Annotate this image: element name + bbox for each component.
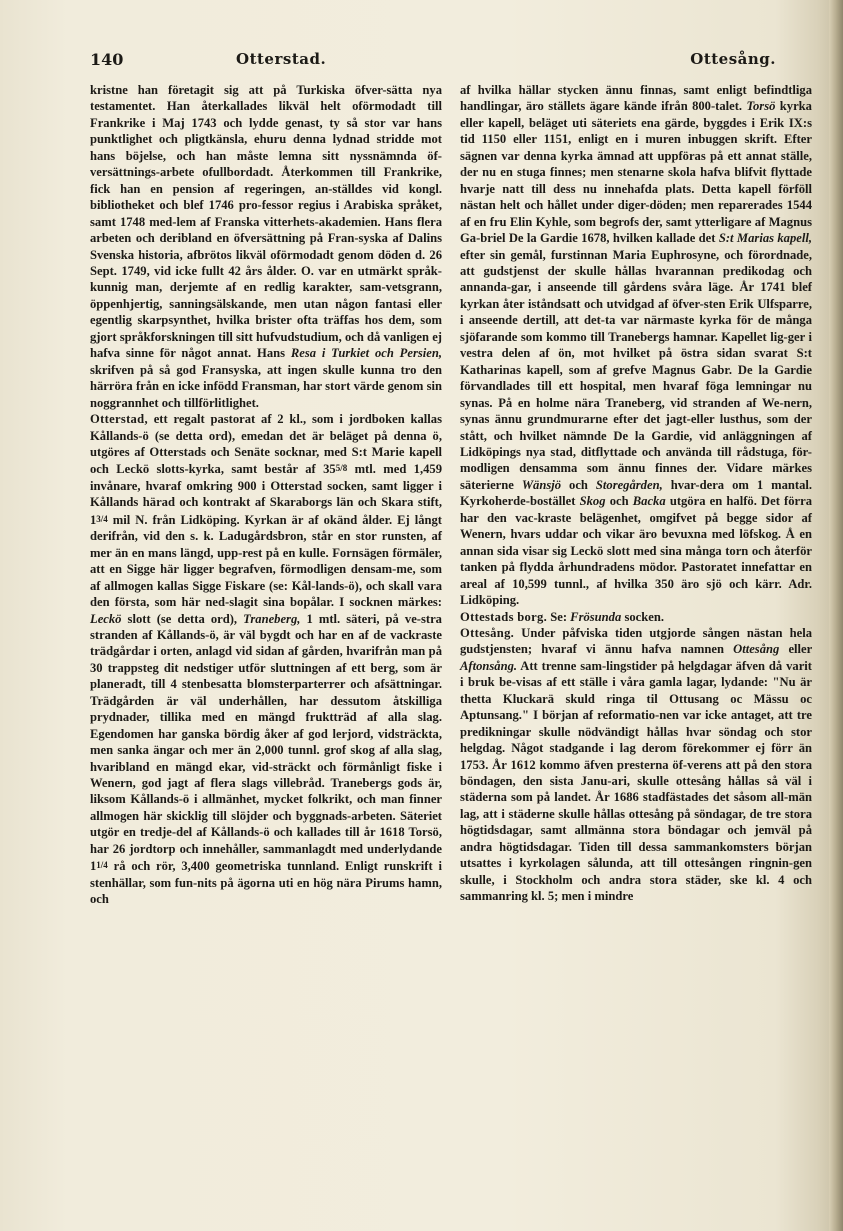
entry-headword: Ottestads borg.: [460, 609, 548, 624]
place-name: S:t Marias kapell,: [718, 231, 813, 246]
entry-otterstad: Otterstad, ett regalt pastorat af 2 kl., som i jordboken kallas Kållands-ö (se detta ord), emedan det är beläget på denna ö, utgöres af Otterstads och Senäte socknar, med S:t Marie kapell och Leckö slotts-kyrka, samt består af 355/8 mtl. med 1,459 invånare, hvaraf omkring 900 i Otterstad socken, samt ligger i Kållands härad och kontrakt af Skaraborgs län och Skara stift, 13/4 mil N. från Lidköping. Kyrkan är af okänd ålder. Ej långt derifrån, vid den s. k. Ladugårdsbron, står en stor runsten, af mer än en mans längd, upp-rest på en kulle. Fornsägen förmäler, att en Sigge här ligger begrafven, förmodligen densam-me, som af allmogen kallas Sigge Fiskare (se: Kål-lands-ö), och skall vara den första, som här ned-slagit sina bopålar. I socknen märkes: Leckö slott (se detta ord), Traneberg, 1 mtl. säteri, på ve-stra stranden af Kållands-ö, är väl bygdt och har en af de vackraste trädgårdar i orten, anlagd vid sidan af gården, hvarifrån man på 30 trappsteg dit nedstiger utför sluttningen af ett berg, som är planeradt, till 4 stenbesatta blomsterparterrer och afsättningar. Trädgården är väl underhållen, har dessutom åtskilliga prydnader, tillika med en mängd fruktträd af alla slag. Egendomen har ganska bördig åker af god lerjord, vidsträckta, men sanka ängar och mer än 2,000 tunnl. grof skog af alla slag, hvaribland en mängd ekar, vid-sträckt och förmånligt fiske i Wenern, god jagt af flera slags villebråd. Tranebergs gods är, liksom Kållands-ö i allmänhet, mycket folkrikt, och man finner allmogen här skicklig till slöjder och byggnads-arbeten. Säteriet utgör en tredje-del af Kållands-ö och kallades till år 1618 Torsö, har 26 jordtorp och innehåller, sammanlagdt med underlydande 11/4 rå och rör, 3,400 geometriska tunnland. Enligt runskrift i stenhällar, som fun-nits på ägorna uti en hög nära Pirums hamn, och: [90, 412, 443, 907]
place-name: Traneberg,: [243, 611, 301, 626]
term: Ottesång: [733, 642, 780, 657]
right-column: [460, 82, 812, 905]
fraction: 3/4: [96, 513, 108, 524]
left-headword: Otterstad.: [236, 50, 327, 68]
place-name: Skog: [579, 494, 606, 509]
page-number: 140: [90, 50, 124, 69]
place-name: Backa: [632, 494, 666, 509]
page-edge: [829, 0, 843, 1231]
place-name: Storegården,: [595, 477, 663, 492]
term: Aftonsång.: [460, 658, 518, 673]
paragraph-oriental-scholar: kristne han företagit sig att på Turkiska öfver-sätta nya testamentet. Han återkallades likväl helt oförmodadt till Frankrike i Maj 1743 och lydde genast, ty så stor var hans punktlighet och pligtkänsla, ehuru denna lydnad stridde mot hans böjelse, och han måste lemna sitt nyssnämnda öf-versättnings-arbete ofullbordadt. Återkommen till Frankrike, fick han en pension af regeringen, an-ställdes vid kongl. bibliotheket och blef 1746 pro-fessor regius i Arabiska språket, samt 1748 med-lem af Franska vitterhets-akademien. Hans flera arbeten och deribland en öfversättning på Fran-syska af Dalins Svenska historia, afbrötos likväl oförmodadt genom döden d. 26 Sept. 1749, vid icke fullt 42 års ålder. O. var en utmärkt språk-kunnig man, derjemte af en redlig karakter, sam-vetsgrann, öppenhjertig, sanningsälskande, men utan någon fantasi eller egentlig skarpsynthet, hvilka brister ofta träffas hos dem, som gjort språkforskningen till sitt hufvudstudium, och då vanligen ej hafva sinne för något annat. Hans Resa i Turkiet och Persien, skrifven på så god Fransyska, att ingen skulle kunna tro den härröra från en icke infödd Fransman, har stort värde genom sin noggrannhet och tillförlitlighet.: [90, 83, 442, 410]
place-name: Frösunda: [570, 609, 622, 624]
entry-headword: Ottesång.: [460, 625, 515, 640]
right-headword: Ottesång.: [690, 50, 776, 68]
fraction: 5/8: [335, 463, 348, 474]
fraction: 1/4: [96, 860, 108, 871]
place-name: Leckö: [90, 611, 122, 626]
place-name: Wänsjö: [521, 477, 562, 492]
left-column: [90, 82, 442, 908]
entry-headword: Otterstad,: [90, 412, 148, 427]
entry-otterstad-continued: af hvilka hällar stycken ännu finnas, samt enligt befindtliga handlingar, äro ställets ägare kände ifrån 800-talet. Torsö kyrka eller kapell, beläget uti säteriets ena gärde, byggdes i Erik IX:s tid 1150 eller 1151, enligt en i muren inbuggen skrift. Efter sägnen var denna kyrka ämnad att uppföras på ett annat ställe, der nu en stuga finnes; men stenarne skola hafva blifvit flyttade hvarje natt till dess nu innehafda plats. Detta kapell förföll nästan helt och hållet under diger-döden; men reparerades 1544 af en fru Elin Kyhle, som begrofs der, samt ytterligare af Magnus Ga-briel De la Gardie 1678, hvilken kallade det S:t Marias kapell, efter sin gemål, furstinnan Maria Euphrosyne, och förordnade, att gudstjenst der skulle hållas hvarannan predikodag och annanda-gar, i anseende till gårdens svåra läge. År 1741 blef kyrkan åter iståndsatt och utvidgad af öfver-sten Erik Ulfsparre, i anseende dertill, att det-ta var närmaste kyrka för de många sjöfarande som kommo till Tranebergs hamnar. Kapellet lig-ger i vestra delen af ön, mot hvilket på östra sidan svarat S:t Katharinas kapell, som af grefve Magnus Gabr. De la Gardie förvandlades till ett hospital, men hvaraf föga lemningar nu synas. På en holme nära Traneberg, vid stranden af We-nern, synas ännu grundmurarne efter det jagt-eller lusthus, som der stått, och hvilket nämnde De la Gardie, vid anläggningen af Lidköpings nya stad, ditflyttade och använda till rådstuga, för-modligen densamma som ännu finnes der. Vidare märkes säterierne Wänsjö och Storegården, hvar-dera om 1 mantal. Kyrkoherde-bostället Skog och Backa utgöra en halfö. Det förra har den vac-kraste belägenhet, omgifvet på begge sidor af Wenern, hvars uddar och vikar äro bevuxna med löfskog. Å en annan sida visar sig Leckö slott med sina många torn och återför tanken på flydda århundradens mödor. Pastoratet innefattar en areal af 10,599 tunnl., af hvilka 350 äro sjö och kärr. Adr. Lidköping.: [460, 83, 813, 608]
place-name: Torsö: [746, 99, 776, 114]
entry-ottestads-borg: Ottestads borg. Se: Frösunda socken.: [460, 609, 664, 624]
book-title: Resa i Turkiet och Persien,: [290, 346, 442, 361]
entry-ottesang: Ottesång. Under påfviska tiden utgjorde sången nästan hela gudstjensten; hvaraf vi ännu hafva namnen Ottesång eller Aftonsång. Att trenne sam-lingstider på helgdagar äfven då varit i bruk be-visas af ett ställe i våra gamla lagar, lydande: "Nu är thetta Kluckarä skuld ringa til Ottusang oc Mässu oc Aptunsang." I början af reformatio-nen var icke antaget, att tre predikningar skulle nödvändigt hållas hvar söndag och stor helgdag. Något stadgande i lag derom förekommer ej förr än 1753. År 1612 kommo äfven presterna öf-verens att på den stora böndagen, den sista Janu-ari, skulle ottesång hållas så väl i städerna som på landet. År 1686 stadfästades det såsom all-män lag, att i städerne skulle hållas ottesång på söndagar, de tre stora högtidsdagar, samt allmänna stora böndagar och jemväl på andra högtidsdagar. Tiden till dessa sammankomsters början utsattes i kyrkolagen sålunda, att till ottesången ringnin-gen skulle, i Stockholm och andra stora städer, ske kl. 4 och sammanring kl. 5; men i mindre: [460, 625, 813, 904]
running-header: [90, 50, 812, 74]
